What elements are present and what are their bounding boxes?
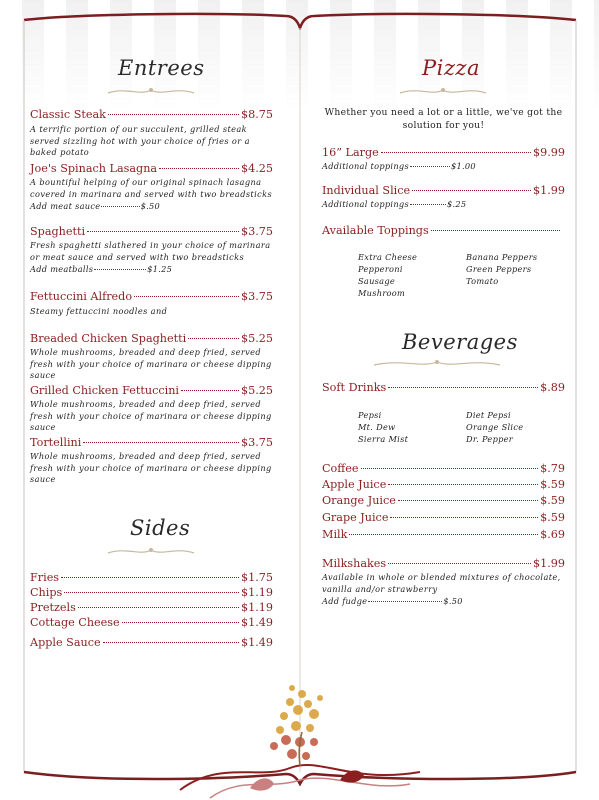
side-item-fries [30,571,273,584]
topping: Sausage [358,276,396,286]
item-price: $.59 [540,511,565,524]
topping: Tomato [466,276,499,286]
item-price: $1.19 [240,586,273,599]
item-price: $1.99 [532,184,565,197]
beverage-milk [322,528,565,541]
item-name: Milk [322,528,348,541]
menu-item-tortellini [30,436,273,449]
item-description: Fresh spaghetti slathered in your choice of marinara or meat sauce and served with two breadsticks [30,240,271,262]
pizza-large [322,146,565,159]
toppings-list-right [466,251,537,287]
menu-item-classic-steak [30,108,273,121]
addon-price: $.50 [443,596,463,606]
soda: Diet Pepsi [466,410,511,420]
item-description: A bountiful helping of our original spinach lasagna covered in marinara and served with two breadsticks [30,177,273,199]
item-name: Chips [30,586,63,599]
item-price: $1.75 [240,571,273,584]
item-price: $4.25 [240,162,273,175]
addon-price: $1.25 [147,264,173,274]
sodas-list-left [358,409,408,445]
item-name: Classic Steak [30,108,106,121]
side-item-cottage-cheese [30,616,273,629]
menu-item-spinach-lasagna [30,162,273,175]
soda: Dr. Pepper [466,434,514,444]
addon-price: $.50 [140,201,160,211]
sides-heading: Sides [130,516,191,540]
topping: Banana Peppers [466,252,538,262]
menu-item-breaded-chicken-spaghetti [30,332,273,345]
item-name: Joe's Spinach Lasagna [30,162,158,175]
item-description: Whole mushrooms, breaded and deep fried, served fresh with your choice of marinara or cheese dipping sauce [30,347,272,380]
pizza-slice [322,184,565,197]
item-price: $3.75 [240,436,273,449]
side-item-apple-sauce [30,636,273,649]
item-name: Individual Slice [322,184,411,197]
beverage-orange-juice [322,494,565,507]
entrees-heading: Entrees [118,56,205,80]
item-name: Cottage Cheese [30,616,120,629]
item-name: Pretzels [30,601,76,614]
topping: Green Peppers [466,264,532,274]
milkshakes [322,557,565,570]
item-price: $.59 [540,478,565,491]
toppings-header [322,224,562,237]
soft-drinks [322,381,565,394]
menu-item-spaghetti [30,225,273,238]
item-price: $5.25 [240,332,273,345]
item-name: Fries [30,571,60,584]
addon-label: Add fudge [322,596,368,606]
side-item-chips [30,586,273,599]
beverage-apple-juice [322,478,565,491]
soda: Pepsi [358,410,382,420]
topping: Pepperoni [358,264,403,274]
soda: Sierra Mist [358,434,409,444]
addon-label: Additional toppings [322,161,409,171]
entrees-flourish-icon [106,84,196,98]
sides-flourish-icon [106,544,196,558]
menu-item-fettuccini-alfredo [30,290,273,303]
item-description: Whole mushrooms, breaded and deep fried, served fresh with your choice of marinara or cheese dipping sauce [30,451,272,484]
soda: Orange Slice [466,422,524,432]
addon-price: $.25 [446,199,467,209]
item-price: $3.75 [240,225,273,238]
pizza-heading: Pizza [422,56,480,80]
item-addon [30,201,160,211]
item-addon [30,264,172,274]
pizza-intro: Whether you need a lot or a little, we've got the solution for you! [324,107,563,131]
item-name: Coffee [322,462,359,475]
item-description: Whole mushrooms, breaded and deep fried, served fresh with your choice of marinara or cheese dipping sauce [30,399,272,432]
item-price: $9.99 [532,146,565,159]
floral-ornament-icon [150,680,450,800]
item-name: Fettuccini Alfredo [30,290,133,303]
item-name: 16” Large [322,146,379,159]
item-name: Tortellini [30,436,82,449]
item-price: $1.19 [240,601,273,614]
item-price: $5.25 [240,384,273,397]
item-name: Apple Sauce [30,636,101,649]
sodas-list-right [466,409,523,445]
item-description: Available in whole or blended mixtures of chocolate, vanilla and/or strawberry [322,572,561,594]
addon-label: Add meatballs [30,264,94,274]
item-name: Available Toppings [322,224,429,237]
pizza-flourish-icon [398,84,488,98]
beverage-grape-juice [322,511,565,524]
addon-label: Add meat sauce [30,201,101,211]
item-price: $1.49 [240,616,273,629]
soda: Mt. Dew [358,422,396,432]
menu-item-grilled-chicken-fettuccini [30,384,273,397]
topping: Extra Cheese [358,252,418,262]
item-addon [322,161,476,171]
beverage-coffee [322,462,565,475]
topping: Mushroom [358,288,406,298]
item-price: $.79 [540,462,565,475]
item-name: Spaghetti [30,225,86,238]
side-item-pretzels [30,601,273,614]
item-name: Apple Juice [322,478,387,491]
beverages-flourish-icon [372,356,502,370]
toppings-list-left [358,251,417,299]
beverages-heading: Beverages [402,330,518,354]
item-price: $3.75 [240,290,273,303]
item-name: Grilled Chicken Fettuccini [30,384,179,397]
item-price: $8.75 [240,108,273,121]
item-price: $1.99 [532,557,565,570]
item-price: $1.49 [240,636,273,649]
item-name: Soft Drinks [322,381,387,394]
item-description: Steamy fettuccini noodles and [30,306,168,316]
addon-price: $1.00 [450,161,476,171]
item-price: $.89 [540,381,565,394]
addon-label: Additional toppings [322,199,409,209]
item-addon [322,596,463,606]
item-name: Orange Juice [322,494,396,507]
item-price: $.59 [540,494,565,507]
item-name: Breaded Chicken Spaghetti [30,332,187,345]
item-name: Milkshakes [322,557,387,570]
item-name: Grape Juice [322,511,389,524]
item-description: A terrific portion of our succulent, grilled steak served sizzling hot with your choice of fries or a baked potato [30,124,250,157]
item-addon [322,199,466,209]
item-price: $.69 [540,528,565,541]
